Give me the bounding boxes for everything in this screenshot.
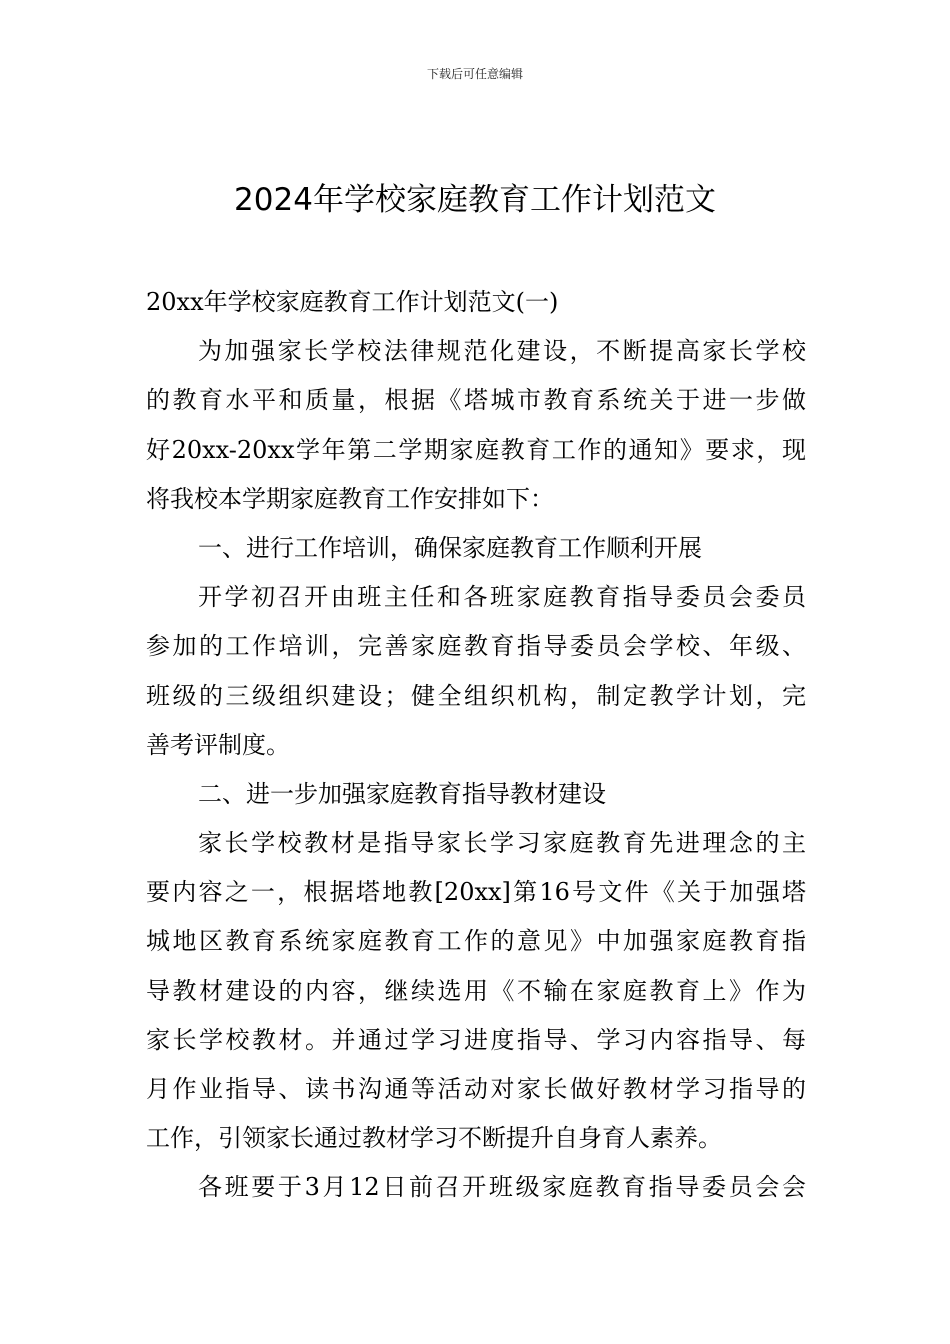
document-title: 2024年学校家庭教育工作计划范文 bbox=[234, 182, 716, 218]
subheading-line: 一、进行工作培训，确保家庭教育工作顺利开展 bbox=[198, 533, 702, 562]
paragraph-line: 好20xx-20xx学年第二学期家庭教育工作的通知》要求，现 bbox=[146, 435, 806, 464]
paragraph-line: 导教材建设的内容，继续选用《不输在家庭教育上》作为 bbox=[146, 976, 806, 1005]
paragraph-line: 工作，引领家长通过教材学习不断提升自身育人素养。 bbox=[146, 1124, 722, 1153]
paragraph-line: 善考评制度。 bbox=[146, 730, 290, 759]
paragraph-line: 参加的工作培训，完善家庭教育指导委员会学校、年级、 bbox=[146, 632, 806, 661]
document-body bbox=[146, 278, 806, 1213]
paragraph-line: 月作业指导、读书沟通等活动对家长做好教材学习指导的 bbox=[146, 1075, 806, 1103]
paragraph-line: 开学初召开由班主任和各班家庭教育指导委员会委员 bbox=[198, 583, 806, 612]
subheading-line: 二、进一步加强家庭教育指导教材建设 bbox=[198, 779, 606, 808]
paragraph-line: 班级的三级组织建设；健全组织机构，制定教学计划，完 bbox=[146, 681, 806, 710]
paragraph-line: 家长学校教材。并通过学习进度指导、学习内容指导、每 bbox=[146, 1025, 806, 1054]
page-header-note: 下载后可任意编辑 bbox=[426, 67, 523, 81]
paragraph-line: 要内容之一，根据塔地教[20xx]第16号文件《关于加强塔 bbox=[146, 878, 806, 907]
paragraph-line: 将我校本学期家庭教育工作安排如下： bbox=[146, 484, 554, 513]
paragraph-line: 的教育水平和质量，根据《塔城市教育系统关于进一步做 bbox=[146, 386, 806, 415]
paragraph-line: 家长学校教材是指导家长学习家庭教育先进理念的主 bbox=[198, 829, 806, 858]
paragraph-line: 为加强家长学校法律规范化建设，不断提高家长学校 bbox=[198, 337, 806, 366]
section-heading: 20xx年学校家庭教育工作计划范文(一) bbox=[146, 288, 559, 316]
paragraph-line: 各班要于3月12日前召开班级家庭教育指导委员会会 bbox=[198, 1173, 806, 1202]
paragraph-line: 城地区教育系统家庭教育工作的意见》中加强家庭教育指 bbox=[146, 927, 806, 956]
